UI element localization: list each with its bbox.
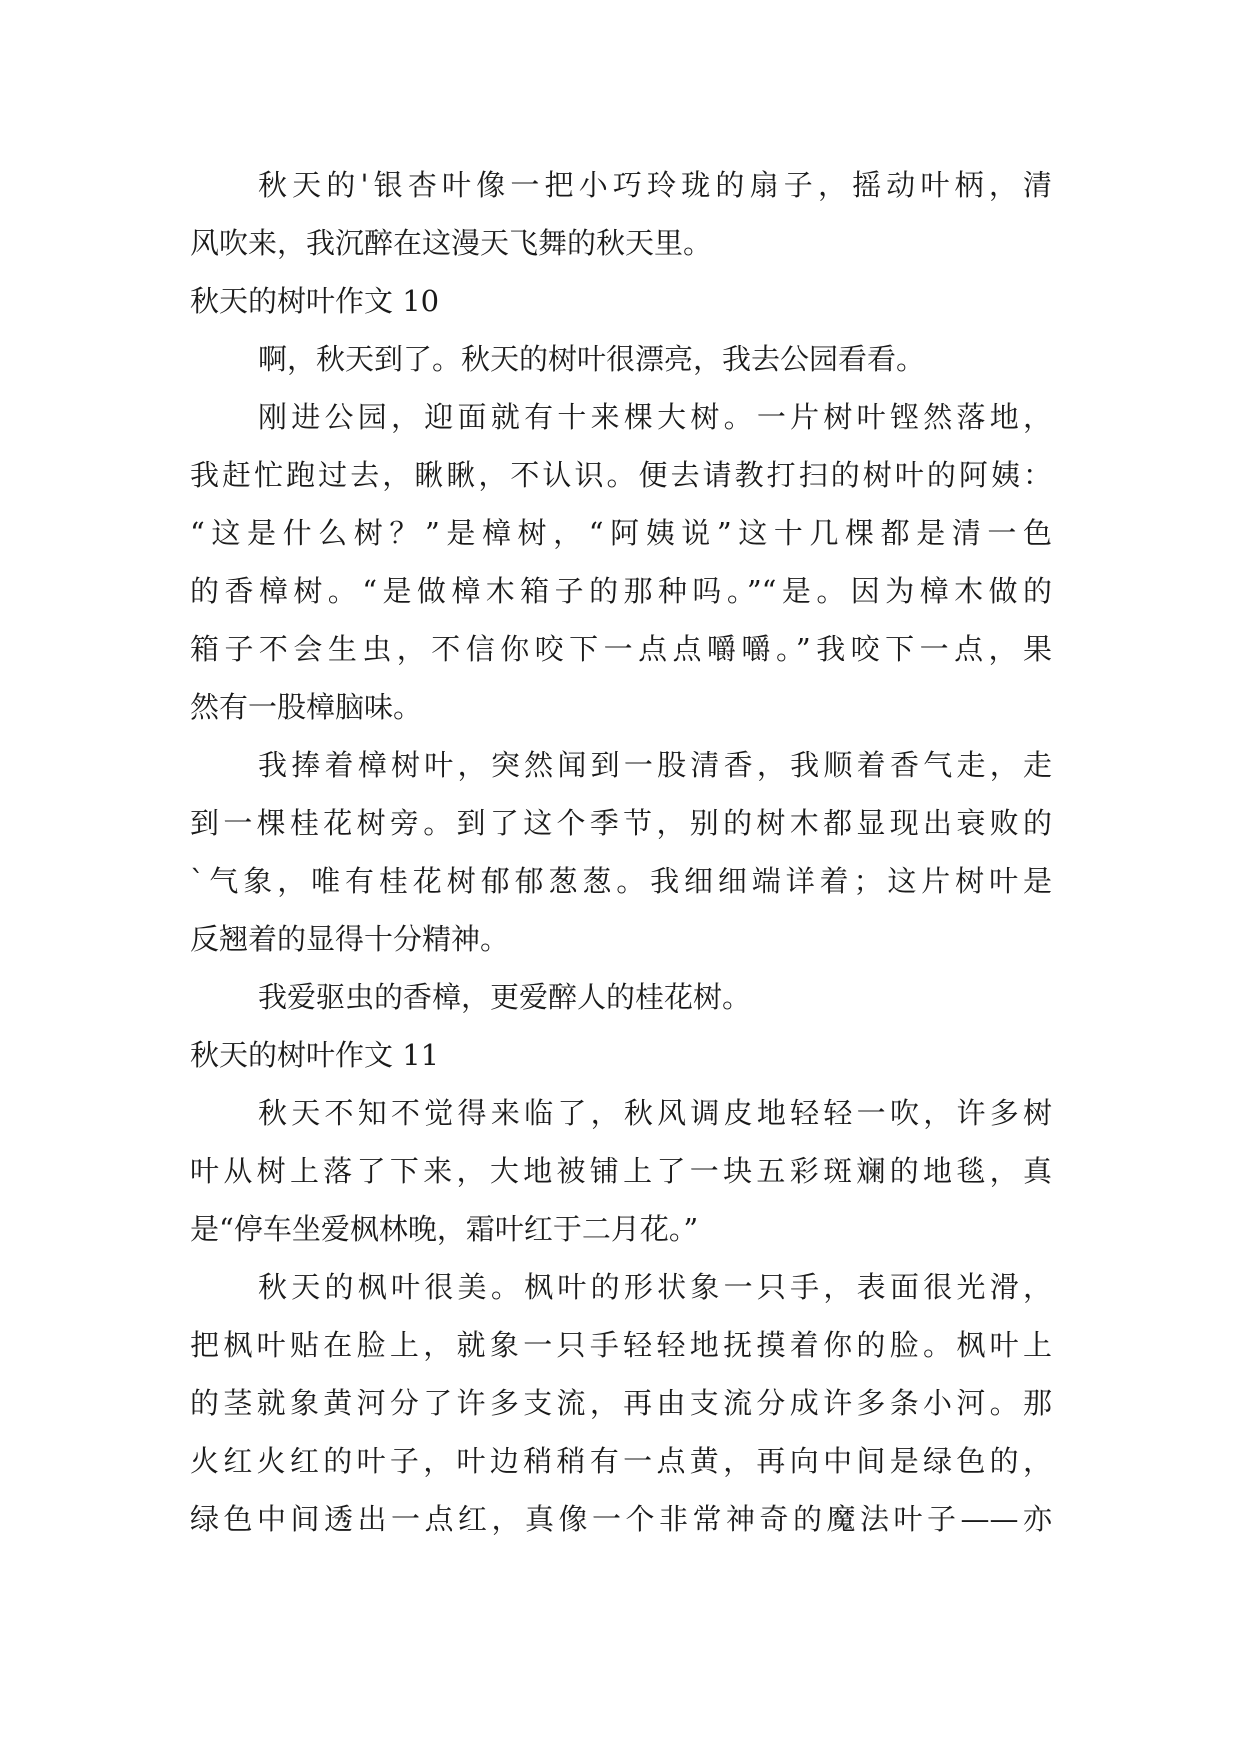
text-line: 叶从树上落了下来，大地被铺上了一块五彩斑斓的地毯，真 [190,1154,1052,1188]
section-heading: 秋天的树叶作文 10 [190,284,440,318]
text-line: 是“停车坐爱枫林晚，霜叶红于二月花。” [190,1212,699,1246]
text-line: 箱子不会生虫，不信你咬下一点点嚼嚼。”我咬下一点，果 [190,632,1052,666]
text-line: 风吹来，我沉醉在这漫天飞舞的秋天里。 [190,226,713,260]
text-line: 啊，秋天到了。秋天的树叶很漂亮，我去公园看看。 [258,342,926,376]
text-line: 把枫叶贴在脸上，就象一只手轻轻地抚摸着你的脸。枫叶上 [190,1328,1052,1362]
section-heading: 秋天的树叶作文 11 [190,1038,440,1072]
text-line: 我捧着樟树叶，突然闻到一股清香，我顺着香气走，走 [258,748,1052,782]
text-line: 绿色中间透出一点红，真像一个非常神奇的魔法叶子——亦 [190,1502,1052,1536]
text-line: 反翘着的显得十分精神。 [190,922,510,956]
text-line: “这是什么树？”是樟树，“阿姨说”这十几棵都是清一色 [190,516,1052,550]
text-line: 然有一股樟脑味。 [190,690,423,724]
text-line: 的茎就象黄河分了许多支流，再由支流分成许多条小河。那 [190,1386,1052,1420]
text-line: 的香樟树。“是做樟木箱子的那种吗。”“是。因为樟木做的 [190,574,1052,608]
text-line: 秋天的'银杏叶像一把小巧玲珑的扇子，摇动叶柄，清 [258,168,1052,202]
text-line: 我赶忙跑过去，瞅瞅，不认识。便去请教打扫的树叶的阿姨： [190,458,1052,492]
text-line: 火红火红的叶子，叶边稍稍有一点黄，再向中间是绿色的， [190,1444,1052,1478]
text-line: `气象，唯有桂花树郁郁葱葱。我细细端详着；这片树叶是 [190,864,1052,898]
text-line: 我爱驱虫的香樟，更爱醉人的桂花树。 [258,980,752,1014]
text-line: 秋天不知不觉得来临了，秋风调皮地轻轻一吹，许多树 [258,1096,1052,1130]
text-line: 刚进公园，迎面就有十来棵大树。一片树叶铿然落地， [258,400,1052,434]
text-line: 到一棵桂花树旁。到了这个季节，别的树木都显现出衰败的 [190,806,1052,840]
text-line: 秋天的枫叶很美。枫叶的形状象一只手，表面很光滑， [258,1270,1052,1304]
